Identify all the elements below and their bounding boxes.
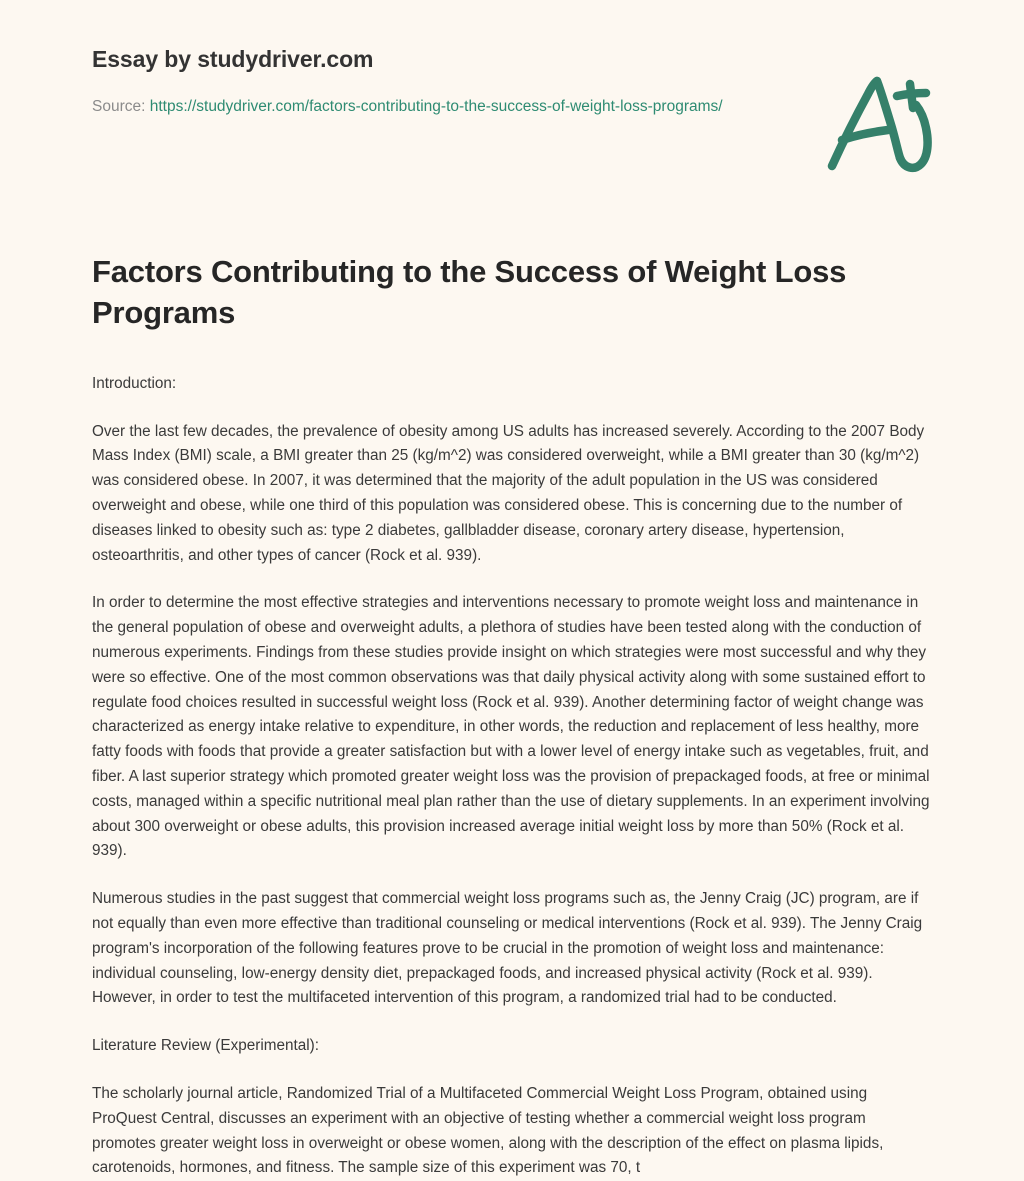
paragraph: The scholarly journal article, Randomized Trial of a Multifaceted Commercial Weight Loss Program, obtained using ProQuest Central, discusses an experiment with an objective of testing whether a commercial weight loss program promotes greater weight loss in overweight or obese women, along with the description of the effect on plasma lipids, carotenoids, hormones, and fitness. The sample size of this experiment was 70, t xyxy=(92,1084,884,1177)
essay-body xyxy=(0,372,1024,1181)
page-title: Factors Contributing to the Success of Weight Loss Programs xyxy=(92,254,847,330)
a-plus-logo-icon xyxy=(818,72,938,176)
source-label: Source: xyxy=(92,97,146,115)
paragraph: Over the last few decades, the prevalence of obesity among US adults has increased severely. According to the 2007 Body Mass Index (BMI) scale, a BMI greater than 25 (kg/m^2) was considered overweight, while a BMI greater than 30 (kg/m^2) was considered obese. In 2007, it was determined that the majority of the adult population in the US was considered overweight and obese, while one third of this population was considered obese. This is concerning due to the number of diseases linked to obesity such as: type 2 diabetes, gallbladder disease, coronary artery disease, hypertension, osteoarthritis, and other types of cancer (Rock et al. 939). xyxy=(92,422,925,564)
paragraph: In order to determine the most effective strategies and interventions necessary to promote weight loss and maintenance in the general population of obese and overweight adults, a plethora of studies have been tested along with the conduction of numerous experiments. Findings from these studies provide insight on which strategies were most successful and why they were so effective. One of the most common observations was that daily physical activity along with some sustained effort to regulate food choices resulted in successful weight loss (Rock et al. 939). Another determining factor of weight change was characterized as energy intake relative to expenditure, in other words, the reduction and replacement of less healthy, more fatty foods with foods that provide a greater satisfaction but with a lower level of energy intake such as vegetables, fruit, and fiber. A last superior strategy which promoted greater weight loss was the provision of prepackaged foods, at free or minimal costs, managed within a specific nutritional meal plan rather than the use of dietary supplements. In an experiment involving about 300 overweight or obese adults, this provision increased average initial weight loss by more than 50% (Rock et al. 939). xyxy=(92,594,930,860)
source-url-link[interactable]: https://studydriver.com/factors-contributing-to-the-success-of-weight-loss-programs/ xyxy=(149,97,723,115)
page-header xyxy=(0,0,1024,190)
paragraph: Introduction: xyxy=(92,374,177,392)
paragraph: Literature Review (Experimental): xyxy=(92,1037,319,1055)
paragraph: Numerous studies in the past suggest that commercial weight loss programs such as, the Jenny Craig (JC) program, are if not equally than even more effective than traditional counseling or medical interventions (Rock et al. 939). The Jenny Craig program's incorporation of the following features prove to be crucial in the promotion of weight loss and maintenance: individual counseling, low-energy density diet, prepackaged foods, and increased physical activity (Rock et al. 939). However, in order to test the multifaceted intervention of this program, a randomized trial had to be conducted. xyxy=(92,890,923,1007)
source-line xyxy=(92,95,732,119)
brand-title: Essay by studydriver.com xyxy=(92,46,374,72)
